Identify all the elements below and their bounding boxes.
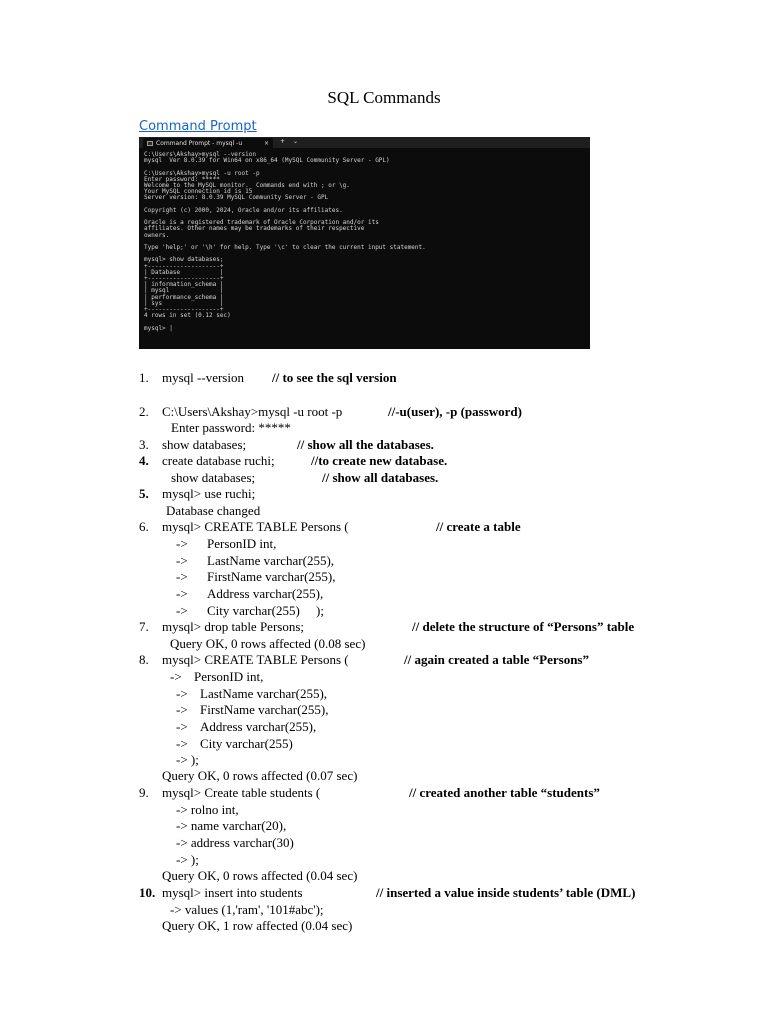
command-comment: // create a table [436, 519, 521, 534]
command-text: FirstName varchar(255), [200, 702, 329, 717]
command-text: Query OK, 0 rows affected (0.07 sec) [162, 768, 358, 783]
list-number: 2. [139, 404, 149, 419]
continuation-arrow: -> [176, 719, 188, 734]
list-number: 3. [139, 437, 149, 452]
command-comment: // again created a table “Persons” [404, 652, 589, 667]
command-text: mysql> insert into students [162, 885, 303, 900]
command-text: City varchar(255) [200, 736, 293, 751]
command-text: create database ruchi; [162, 453, 275, 468]
list-number: 5. [139, 486, 149, 501]
list-number: 7. [139, 619, 149, 634]
command-text: Address varchar(255), [207, 586, 324, 601]
list-number: 10. [139, 885, 156, 900]
command-text: PersonID int, [207, 536, 277, 551]
continuation-arrow: -> [176, 686, 188, 701]
command-text: mysql> drop table Persons; [162, 619, 305, 634]
command-text: Query OK, 0 rows affected (0.08 sec) [170, 636, 366, 651]
command-text: mysql> CREATE TABLE Persons ( [162, 519, 349, 534]
terminal-output: C:\Users\Akshay>mysql --version mysql Ver 8.0.39 for Win64 on x86_64 (MySQL Community Server - GPL) C:\Users\Akshay>mysql -u root -p Enter password: ***** Welcome to the MySQL monitor. Commands end with ; or \g. Your MySQL connection id is 15 Server version: 8.0.39 MySQL Community Server - GPL Copyright (c) 2000, 2024, Oracle and/or its affiliates. Oracle is a registered trademark of Oracle Corporation and/or its affiliates. Other names may be trademarks of their respective owners. Type 'help;' or '\h' for help. Type '\c' to clear the current input statement. mysql> show databases; +--------------------+ | Database | +--------------------+ | information_schema | | mysql | | performance_schema | | sys | +--------------------+ 4 rows in set (0.12 sec) mysql> | [144, 151, 426, 332]
command-comment: // show all databases. [322, 470, 439, 485]
command-text: mysql> use ruchi; [162, 486, 256, 501]
list-number: 1. [139, 370, 149, 385]
command-text: Query OK, 1 row affected (0.04 sec) [162, 918, 353, 933]
list-number: 4. [139, 453, 149, 468]
command-comment: // delete the structure of “Persons” table [412, 619, 635, 634]
command-text: mysql> Create table students ( [162, 785, 321, 800]
command-text: LastName varchar(255), [200, 686, 328, 701]
command-text: -> name varchar(20), [176, 818, 287, 833]
close-icon[interactable]: × [263, 139, 269, 147]
command-comment: //-u(user), -p (password) [388, 404, 522, 419]
command-text: -> ); [176, 852, 199, 867]
continuation-arrow: -> [176, 586, 188, 601]
command-text: C:\Users\Akshay>mysql -u root -p [162, 404, 343, 419]
continuation-arrow: -> [176, 536, 188, 551]
list-number: 6. [139, 519, 149, 534]
command-text: mysql --version [162, 370, 244, 385]
command-text: Enter password: ***** [171, 420, 291, 435]
command-comment: // show all the databases. [297, 437, 434, 452]
command-comment: //to create new database. [311, 453, 448, 468]
command-prompt-link[interactable]: Command Prompt [139, 119, 257, 134]
command-text: Query OK, 0 rows affected (0.04 sec) [162, 868, 358, 883]
command-text: mysql> CREATE TABLE Persons ( [162, 652, 349, 667]
continuation-arrow: -> [176, 736, 188, 751]
new-tab-icon[interactable]: + [280, 138, 286, 145]
command-comment: // to see the sql version [272, 370, 397, 385]
command-text: show databases; [171, 470, 256, 485]
command-text: -> address varchar(30) [176, 835, 294, 850]
command-text: FirstName varchar(255), [207, 569, 336, 584]
list-number: 8. [139, 652, 149, 667]
command-text: PersonID int, [194, 669, 264, 684]
command-text: -> rolno int, [176, 802, 239, 817]
continuation-arrow: -> [176, 569, 188, 584]
command-comment: // inserted a value inside students’ table (DML) [376, 885, 636, 900]
terminal-tab-title: Command Prompt - mysql -u [156, 139, 243, 147]
page-title: SQL Commands [327, 88, 441, 107]
continuation-arrow: -> [176, 603, 188, 618]
chevron-down-icon[interactable]: ⌄ [293, 138, 299, 145]
continuation-arrow: -> [176, 553, 188, 568]
command-text: show databases; [162, 437, 247, 452]
command-comment: // created another table “students” [409, 785, 600, 800]
command-text: Database changed [166, 503, 261, 518]
command-text: Address varchar(255), [200, 719, 317, 734]
command-text: -> ); [176, 752, 199, 767]
list-number: 9. [139, 785, 149, 800]
command-text: LastName varchar(255), [207, 553, 335, 568]
command-text: City varchar(255) ); [207, 603, 324, 618]
command-text: -> values (1,'ram', '101#abc'); [170, 902, 324, 917]
continuation-arrow: -> [176, 702, 188, 717]
continuation-arrow: -> [170, 669, 182, 684]
